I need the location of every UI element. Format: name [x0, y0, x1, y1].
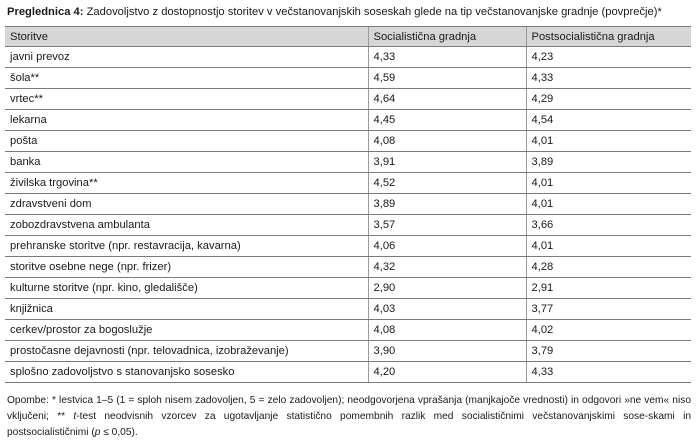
cell-postsocialist: 4,54: [526, 110, 691, 131]
cell-postsocialist: 4,29: [526, 89, 691, 110]
cell-postsocialist: 3,89: [526, 152, 691, 173]
table-row: [5, 68, 691, 89]
cell-socialist: 2,90: [368, 278, 526, 299]
cell-socialist: 4,64: [368, 89, 526, 110]
cell-service: lekarna: [5, 110, 368, 131]
cell-postsocialist: 4,33: [526, 362, 691, 383]
table-header-row: [5, 27, 691, 47]
table-row: [5, 236, 691, 257]
cell-service: pošta: [5, 131, 368, 152]
cell-service: prostočasne dejavnosti (npr. telovadnica, izobraževanje): [5, 341, 368, 362]
cell-service: kulturne storitve (npr. kino, gledališče): [5, 278, 368, 299]
cell-postsocialist: 3,79: [526, 341, 691, 362]
cell-socialist: 4,33: [368, 47, 526, 68]
table-row: [5, 257, 691, 278]
cell-socialist: 4,59: [368, 68, 526, 89]
cell-postsocialist: 4,28: [526, 257, 691, 278]
header-socialist: Socialistična gradnja: [368, 27, 526, 47]
cell-postsocialist: 4,01: [526, 194, 691, 215]
cell-socialist: 3,91: [368, 152, 526, 173]
table-row: [5, 173, 691, 194]
table-row: [5, 152, 691, 173]
table-row: [5, 131, 691, 152]
cell-postsocialist: 4,01: [526, 173, 691, 194]
cell-socialist: 4,52: [368, 173, 526, 194]
table-row: [5, 278, 691, 299]
cell-service: zobozdravstvena ambulanta: [5, 215, 368, 236]
table-row: [5, 110, 691, 131]
cell-socialist: 4,08: [368, 320, 526, 341]
cell-postsocialist: 4,01: [526, 131, 691, 152]
table-row: [5, 89, 691, 110]
header-services: Storitve: [5, 27, 368, 47]
services-satisfaction-table: [5, 26, 691, 383]
cell-socialist: 3,90: [368, 341, 526, 362]
header-postsocialist: Postsocialistična gradnja: [526, 27, 691, 47]
cell-service: splošno zadovoljstvo s stanovanjsko soseskо: [5, 362, 368, 383]
note-italic-t: t: [73, 411, 77, 422]
cell-postsocialist: 2,91: [526, 278, 691, 299]
table-note: [7, 393, 691, 441]
cell-service: živilska trgovina**: [5, 173, 368, 194]
cell-service: zdravstveni dom: [5, 194, 368, 215]
cell-service: storitve osebne nege (npr. frizer): [5, 257, 368, 278]
table-row: [5, 47, 691, 68]
caption-text: Zadovoljstvo z dostopnostjo storitev v večstanovanjskih soseskah glede na tip večstanovanjske gradnje (povprečje)*: [86, 6, 662, 18]
cell-socialist: 3,89: [368, 194, 526, 215]
cell-socialist: 4,45: [368, 110, 526, 131]
cell-postsocialist: 4,02: [526, 320, 691, 341]
table-row: [5, 362, 691, 383]
cell-postsocialist: 3,77: [526, 299, 691, 320]
cell-postsocialist: 4,01: [526, 236, 691, 257]
table-row: [5, 299, 691, 320]
cell-socialist: 4,20: [368, 362, 526, 383]
table-row: [5, 215, 691, 236]
cell-socialist: 4,32: [368, 257, 526, 278]
cell-service: šola**: [5, 68, 368, 89]
cell-service: vrtec**: [5, 89, 368, 110]
cell-postsocialist: 4,33: [526, 68, 691, 89]
note-part3: ≤ 0,05).: [100, 427, 138, 438]
cell-service: banka: [5, 152, 368, 173]
table-row: [5, 320, 691, 341]
table-caption: [7, 5, 693, 19]
cell-socialist: 4,06: [368, 236, 526, 257]
cell-service: cerkev/prostor za bogoslužje: [5, 320, 368, 341]
table-row: [5, 341, 691, 362]
note-part1: Opombe: * lestvica 1–5 (1 = sploh nisem zadovoljen, 5 = zelo zadovoljen); neodgovorjena vprašanja (manjkajoče vrednosti) in odgovori »ne vem« niso vključeni; **: [7, 395, 691, 422]
note-part2: -test neodvisnih vzorcev za ugotavljanje statistično pomembnih razlik med socialističnimi večstanovanjskimi sose-skami in postsocialističnimi (: [7, 411, 691, 438]
cell-service: prehranske storitve (npr. restavracija, kavarna): [5, 236, 368, 257]
table-row: [5, 194, 691, 215]
cell-service: knjižnica: [5, 299, 368, 320]
cell-postsocialist: 4,23: [526, 47, 691, 68]
cell-socialist: 4,03: [368, 299, 526, 320]
note-italic-p: p: [94, 427, 101, 438]
cell-postsocialist: 3,66: [526, 215, 691, 236]
caption-label: Preglednica 4:: [7, 6, 84, 18]
cell-socialist: 4,08: [368, 131, 526, 152]
cell-service: javni prevoz: [5, 47, 368, 68]
cell-socialist: 3,57: [368, 215, 526, 236]
